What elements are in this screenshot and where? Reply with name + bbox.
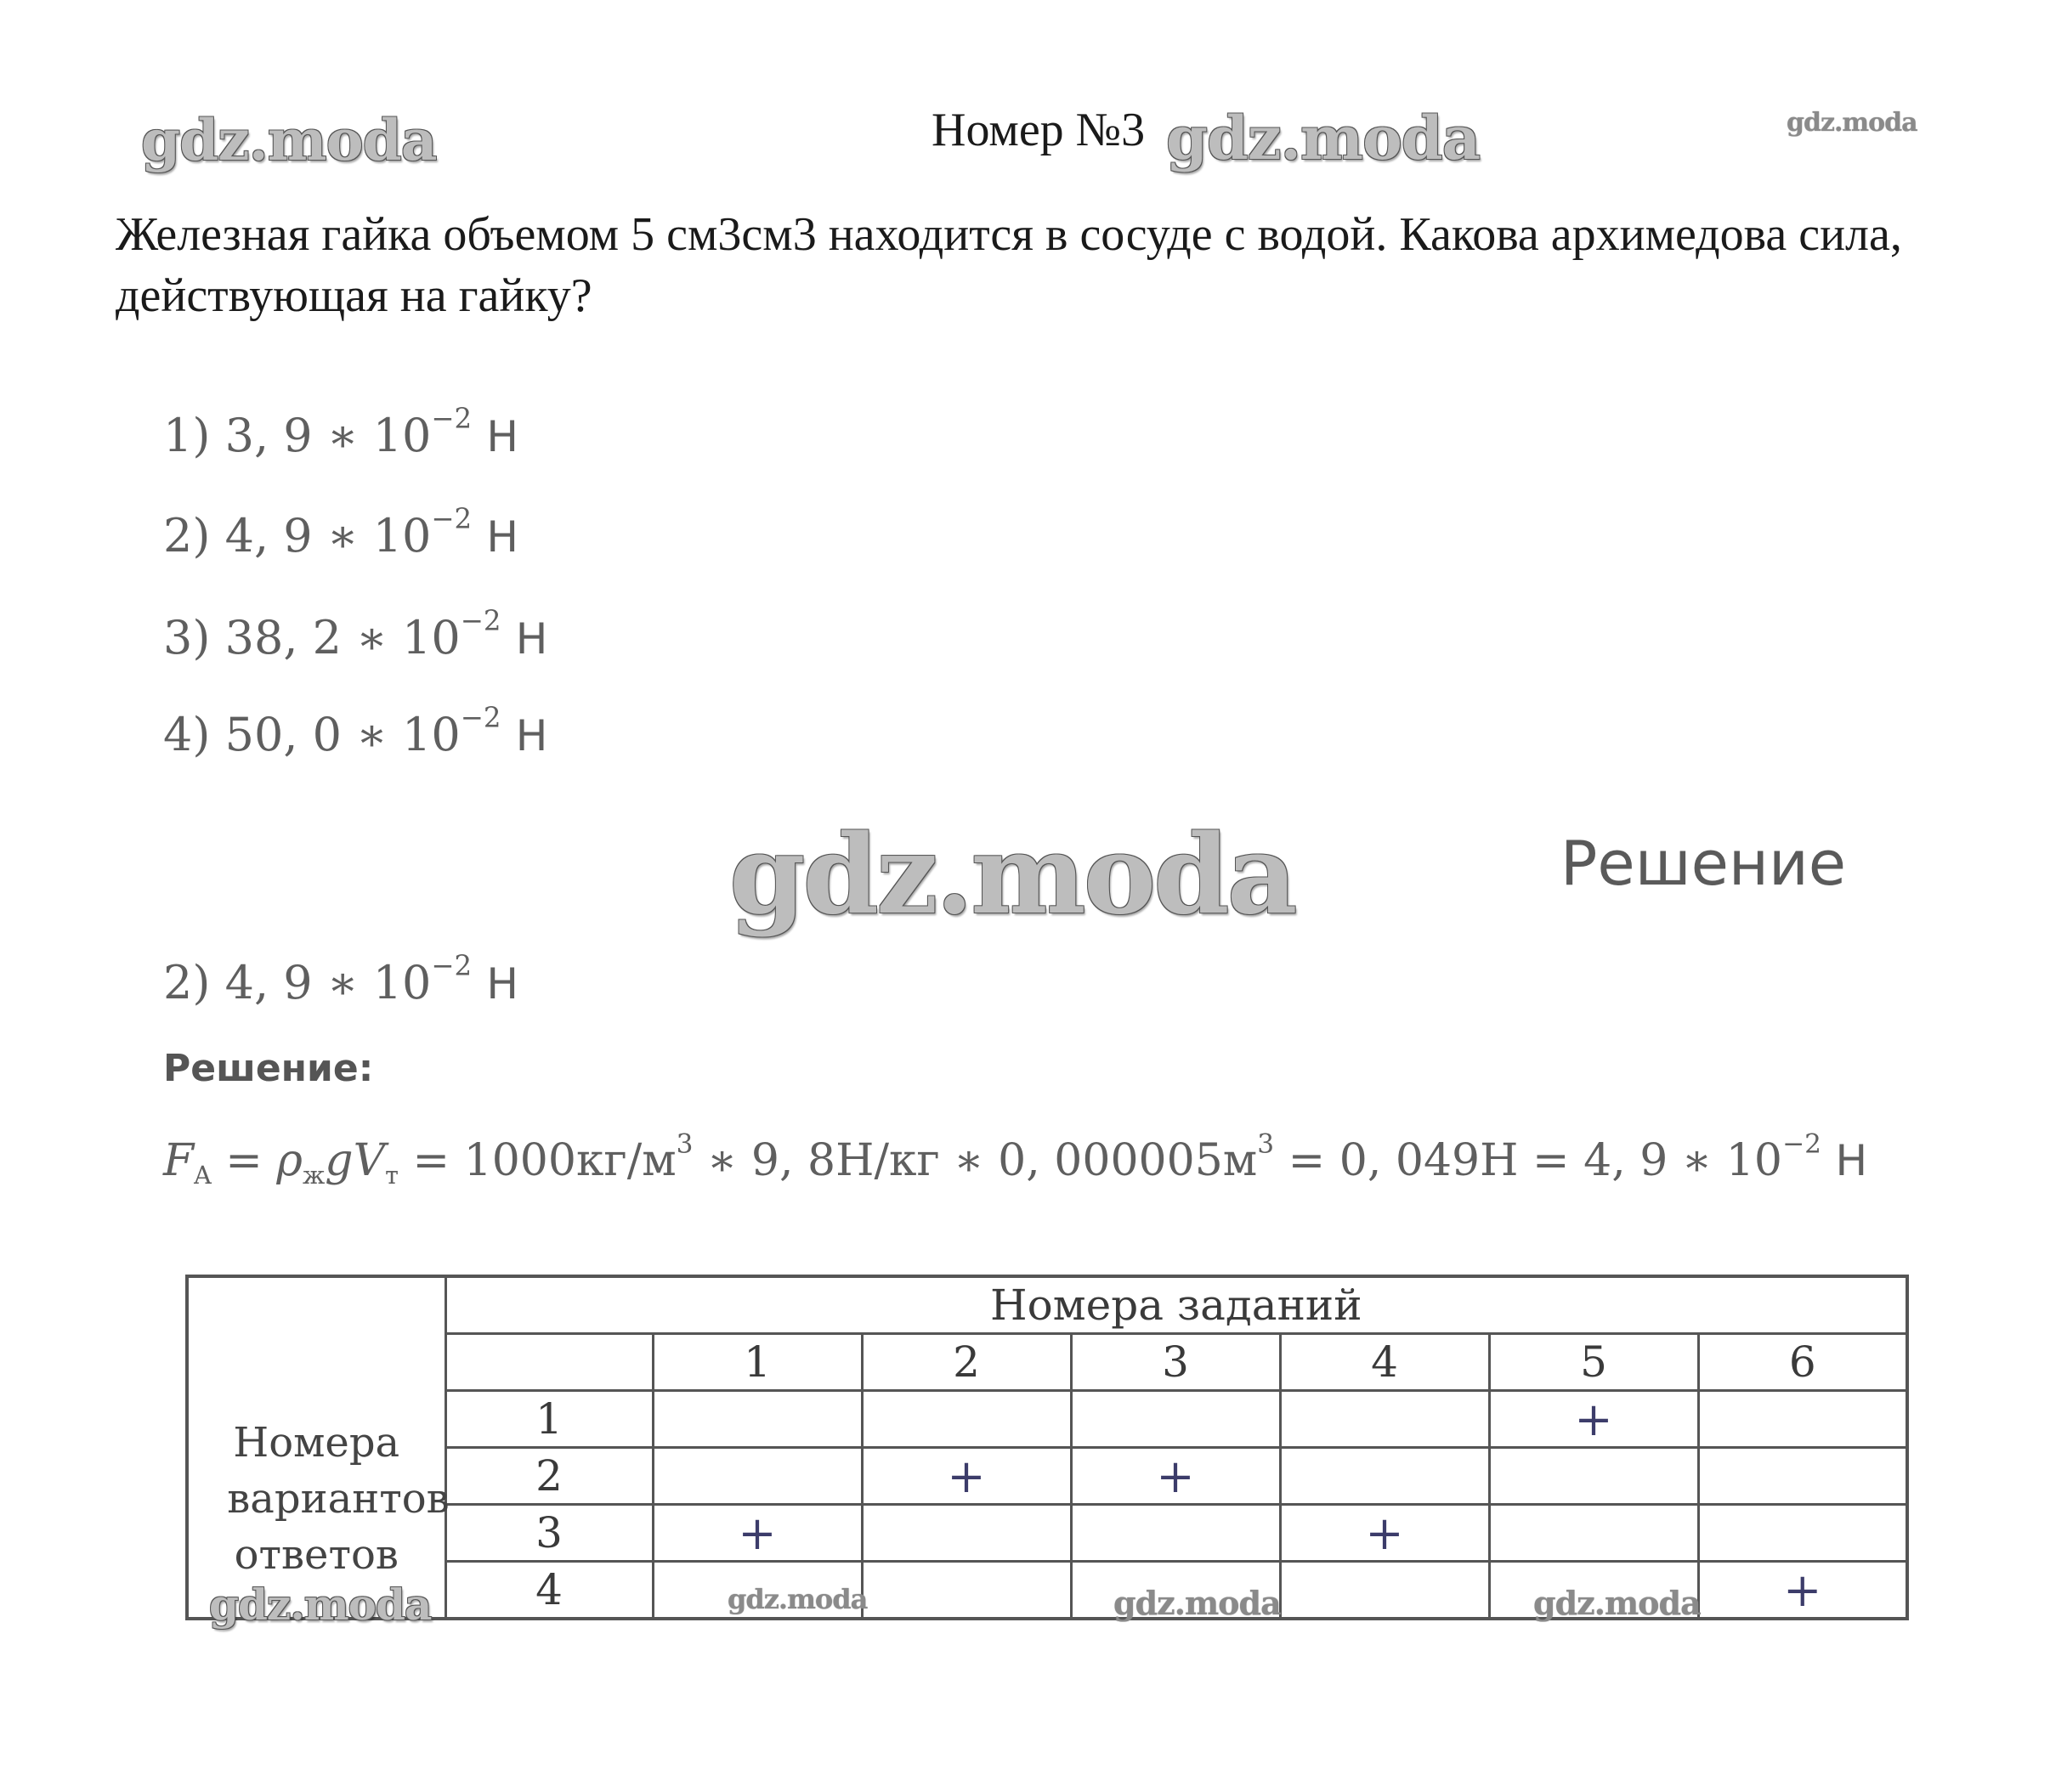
watermark-center: gdz.moda: [729, 811, 1295, 939]
task-number-corner: [445, 1334, 653, 1391]
table-cell: [862, 1562, 1071, 1620]
formula-v: V: [353, 1135, 386, 1186]
table-cell: [1489, 1448, 1698, 1505]
task-number: 1: [653, 1334, 862, 1391]
table-cell: [653, 1391, 862, 1448]
option-label: 2): [163, 509, 211, 562]
table-cell: [1071, 1391, 1280, 1448]
formula-g-value: 9, 8Н/кг: [750, 1135, 940, 1186]
task-number: 4: [1280, 1334, 1489, 1391]
formula-lhs: F: [163, 1135, 195, 1186]
option-coefficient: 3, 9: [224, 409, 313, 462]
watermark-table-3: gdz.moda: [1533, 1584, 1701, 1622]
option-3: 3) 38, 2 ∗ $10^{-2}$ Н: [163, 604, 548, 664]
answer-unit: Н: [486, 959, 518, 1009]
answer-line: 2) 4, 9 ∗ $10^{-2}$ Н: [163, 949, 518, 1009]
tasks-header: Номера заданий: [445, 1276, 1907, 1334]
option-coefficient: 4, 9: [224, 509, 313, 562]
formula-cube: 3: [1257, 1128, 1275, 1160]
solution-heading: Решение: [1560, 828, 1847, 899]
task-number: 3: [1071, 1334, 1280, 1391]
option-4: 4) 50, 0 ∗ $10^{-2}$ Н: [163, 701, 548, 761]
answer-label: 2): [163, 956, 211, 1009]
option-exponent: −2: [431, 502, 473, 535]
formula-coefficient: 4, 9: [1583, 1135, 1668, 1186]
option-unit: Н: [486, 512, 518, 562]
formula-result: 0, 049Н: [1339, 1135, 1519, 1186]
table-cell: +: [1280, 1505, 1489, 1562]
table-header-row: [187, 1276, 1907, 1334]
task-number-row: [187, 1334, 1907, 1391]
option-exponent: −2: [431, 402, 473, 435]
answer-table: [185, 1275, 1909, 1620]
formula-v-sub: т: [385, 1161, 399, 1190]
answer-exponent: −2: [431, 949, 473, 982]
formula-cube: 3: [676, 1128, 694, 1160]
watermark-top-center: gdz.moda: [1166, 103, 1481, 173]
table-cell: [1698, 1448, 1907, 1505]
table-cell: [1280, 1448, 1489, 1505]
option-coefficient: 38, 2: [224, 611, 343, 664]
table-cell: [1698, 1505, 1907, 1562]
watermark-top-right: gdz.moda: [1787, 108, 1917, 138]
option-coefficient: 50, 0: [224, 708, 343, 761]
question-text: Железная гайка объемом 5 см3см3 находится в сосуде с водой. Какова архимедова сила, действующая на гайку?: [116, 208, 1902, 322]
option-label: 3): [163, 611, 211, 664]
formula-g: g: [325, 1135, 354, 1186]
task-number: 5: [1489, 1334, 1698, 1391]
watermark-table-1: gdz.moda: [728, 1583, 868, 1615]
solution-label: Решение:: [163, 1047, 374, 1090]
option-1: 1) 3, 9 ∗ $10^{-2}$ Н: [163, 402, 518, 462]
formula-unit: Н: [1835, 1136, 1868, 1185]
task-number: 6: [1698, 1334, 1907, 1391]
table-cell: [1280, 1562, 1489, 1620]
table-cell: +: [1489, 1391, 1698, 1448]
watermark-table-2: gdz.moda: [1113, 1584, 1281, 1622]
solution-formula: $F_A = \rho_жgV_т = 1000кг/м^3$ ∗ 9, 8Н/кг ∗ 0, $000005м^3 = 0$, 049Н = 4, 9 ∗ $10^{-2}$ Н: [163, 1128, 1868, 1190]
table-cell: [1071, 1505, 1280, 1562]
table-cell: +: [862, 1448, 1071, 1505]
variant-number: 4: [445, 1562, 653, 1620]
table-cell: +: [653, 1505, 862, 1562]
table-cell: [862, 1391, 1071, 1448]
table-cell: +: [1071, 1448, 1280, 1505]
variants-header: [187, 1276, 450, 1619]
table-cell: [862, 1505, 1071, 1562]
formula-density: 1000кг/м: [463, 1135, 677, 1186]
variants-header-text: Номера вариантов ответов: [227, 1418, 450, 1579]
option-unit: Н: [515, 614, 548, 664]
table-cell: [1489, 1505, 1698, 1562]
watermark-top-left: gdz.moda: [141, 107, 437, 173]
table-cell: [1698, 1391, 1907, 1448]
watermark-table-left: gdz.moda: [209, 1580, 432, 1630]
task-number: 2: [862, 1334, 1071, 1391]
formula-exponent: −2: [1781, 1128, 1821, 1160]
page-title: Номер №3: [932, 104, 1146, 156]
table-cell: [1280, 1391, 1489, 1448]
option-2: 2) 4, 9 ∗ $10^{-2}$ Н: [163, 502, 518, 562]
table-cell: [653, 1448, 862, 1505]
option-label: 4): [163, 708, 211, 761]
variant-number: 1: [445, 1391, 653, 1448]
formula-rho: ρ: [276, 1135, 303, 1186]
formula-lhs-sub: A: [194, 1161, 212, 1190]
variant-number: 3: [445, 1505, 653, 1562]
formula-rho-sub: ж: [302, 1161, 326, 1190]
option-label: 1): [163, 409, 211, 462]
variant-number: 2: [445, 1448, 653, 1505]
option-exponent: −2: [460, 604, 501, 637]
formula-volume: 0, 000005м: [998, 1135, 1258, 1186]
table-row: [187, 1391, 1907, 1448]
table-cell: +: [1698, 1562, 1907, 1620]
option-exponent: −2: [460, 701, 501, 734]
answer-coefficient: 4, 9: [224, 956, 313, 1009]
option-unit: Н: [486, 412, 518, 461]
option-unit: Н: [515, 711, 548, 760]
